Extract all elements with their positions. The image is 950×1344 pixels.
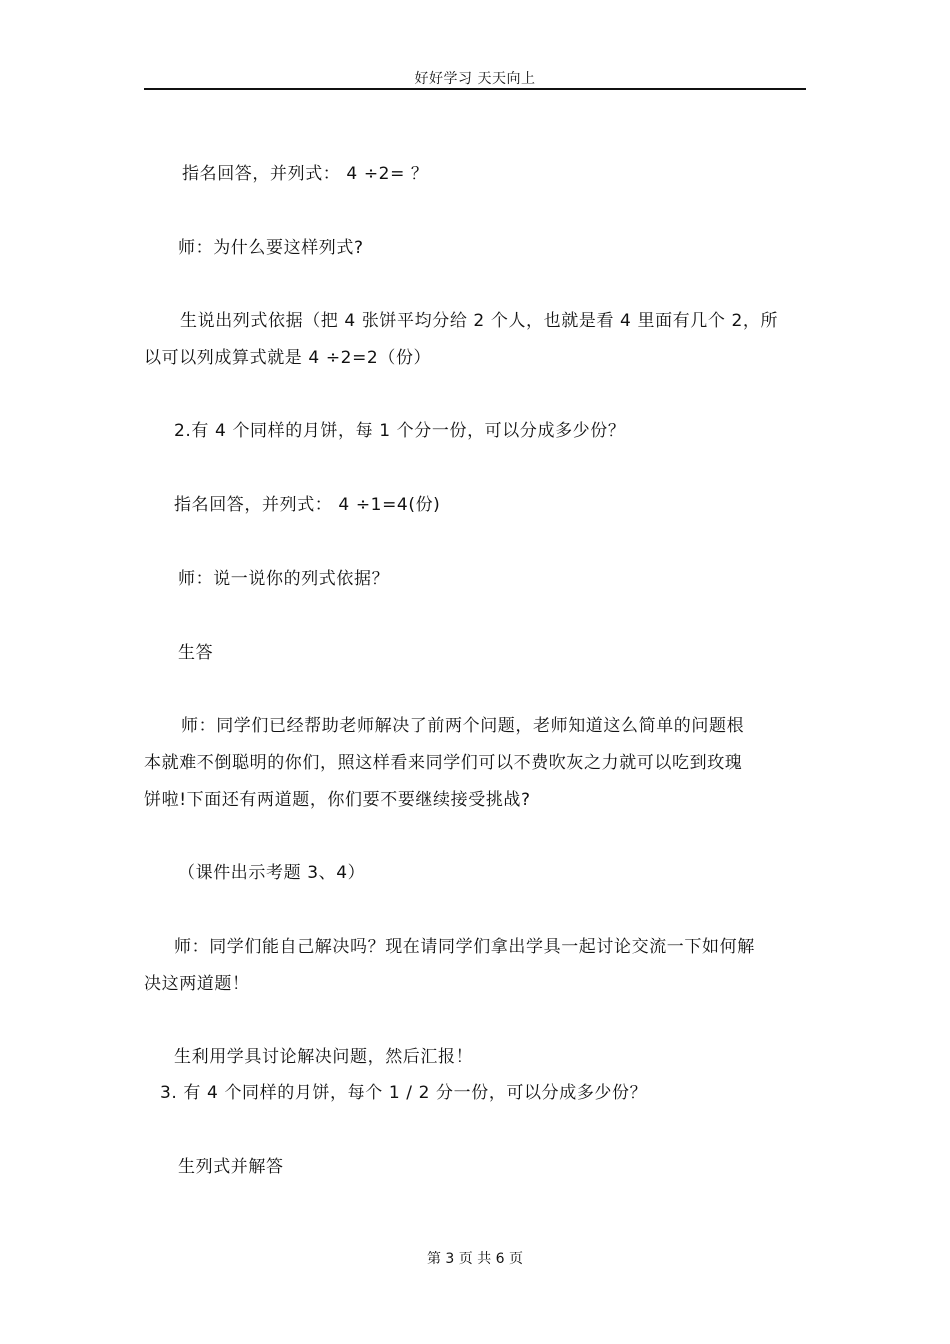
paragraph-student-reason-line1: 生说出列式依据（把 4 张饼平均分给 2 个人，也就是看 4 里面有几个 2，所 (180, 311, 779, 331)
paragraph-student-solve: 生列式并解答 (178, 1157, 284, 1177)
paragraph-teacher-challenge-line2: 决这两道题！ (144, 974, 250, 994)
paragraph-teacher-prompt: 师：说一说你的列式依据？ (178, 569, 390, 589)
paragraph-teacher-challenge-line1: 师：同学们能自己解决吗？现在请同学们拿出学具一起讨论交流一下如何解 (174, 937, 755, 957)
paragraph-problem-2: 2.有 4 个同样的月饼，每 1 个分一份，可以分成多少份？ (174, 421, 626, 441)
paragraph-teacher-speech-line2: 本就难不倒聪明的你们，照这样看来同学们可以不费吹灰之力就可以吃到玫瑰 (144, 753, 743, 773)
paragraph-answer-instruction: 指名回答，并列式： 4 ÷2= ？ (182, 164, 429, 184)
paragraph-teacher-question: 师：为什么要这样列式? (178, 238, 364, 258)
paragraph-teacher-speech-line3: 饼啦!下面还有两道题，你们要不要继续接受挑战? (144, 790, 531, 810)
paragraph-student-reason-line2: 以可以列成算式就是 4 ÷2=2（份） (144, 348, 432, 368)
paragraph-student-answer: 生答 (178, 643, 214, 663)
page-footer: 第 3 页 共 6 页 (426, 1251, 524, 1267)
header-rule (144, 88, 806, 90)
paragraph-student-discussion: 生利用学具讨论解决问题，然后汇报！ (174, 1047, 474, 1067)
header-text: 好好学习 天天向上 (414, 71, 536, 87)
paragraph-answer-2: 指名回答，并列式： 4 ÷1=4(份) (174, 495, 441, 515)
paragraph-problem-3: 3. 有 4 个同样的月饼，每个 1 / 2 分一份，可以分成多少份？ (160, 1083, 648, 1103)
paragraph-teacher-speech-line1: 师：同学们已经帮助老师解决了前两个问题，老师知道这么简单的问题根 (181, 716, 745, 736)
paragraph-courseware-note: （课件出示考题 3、4） (178, 863, 366, 883)
